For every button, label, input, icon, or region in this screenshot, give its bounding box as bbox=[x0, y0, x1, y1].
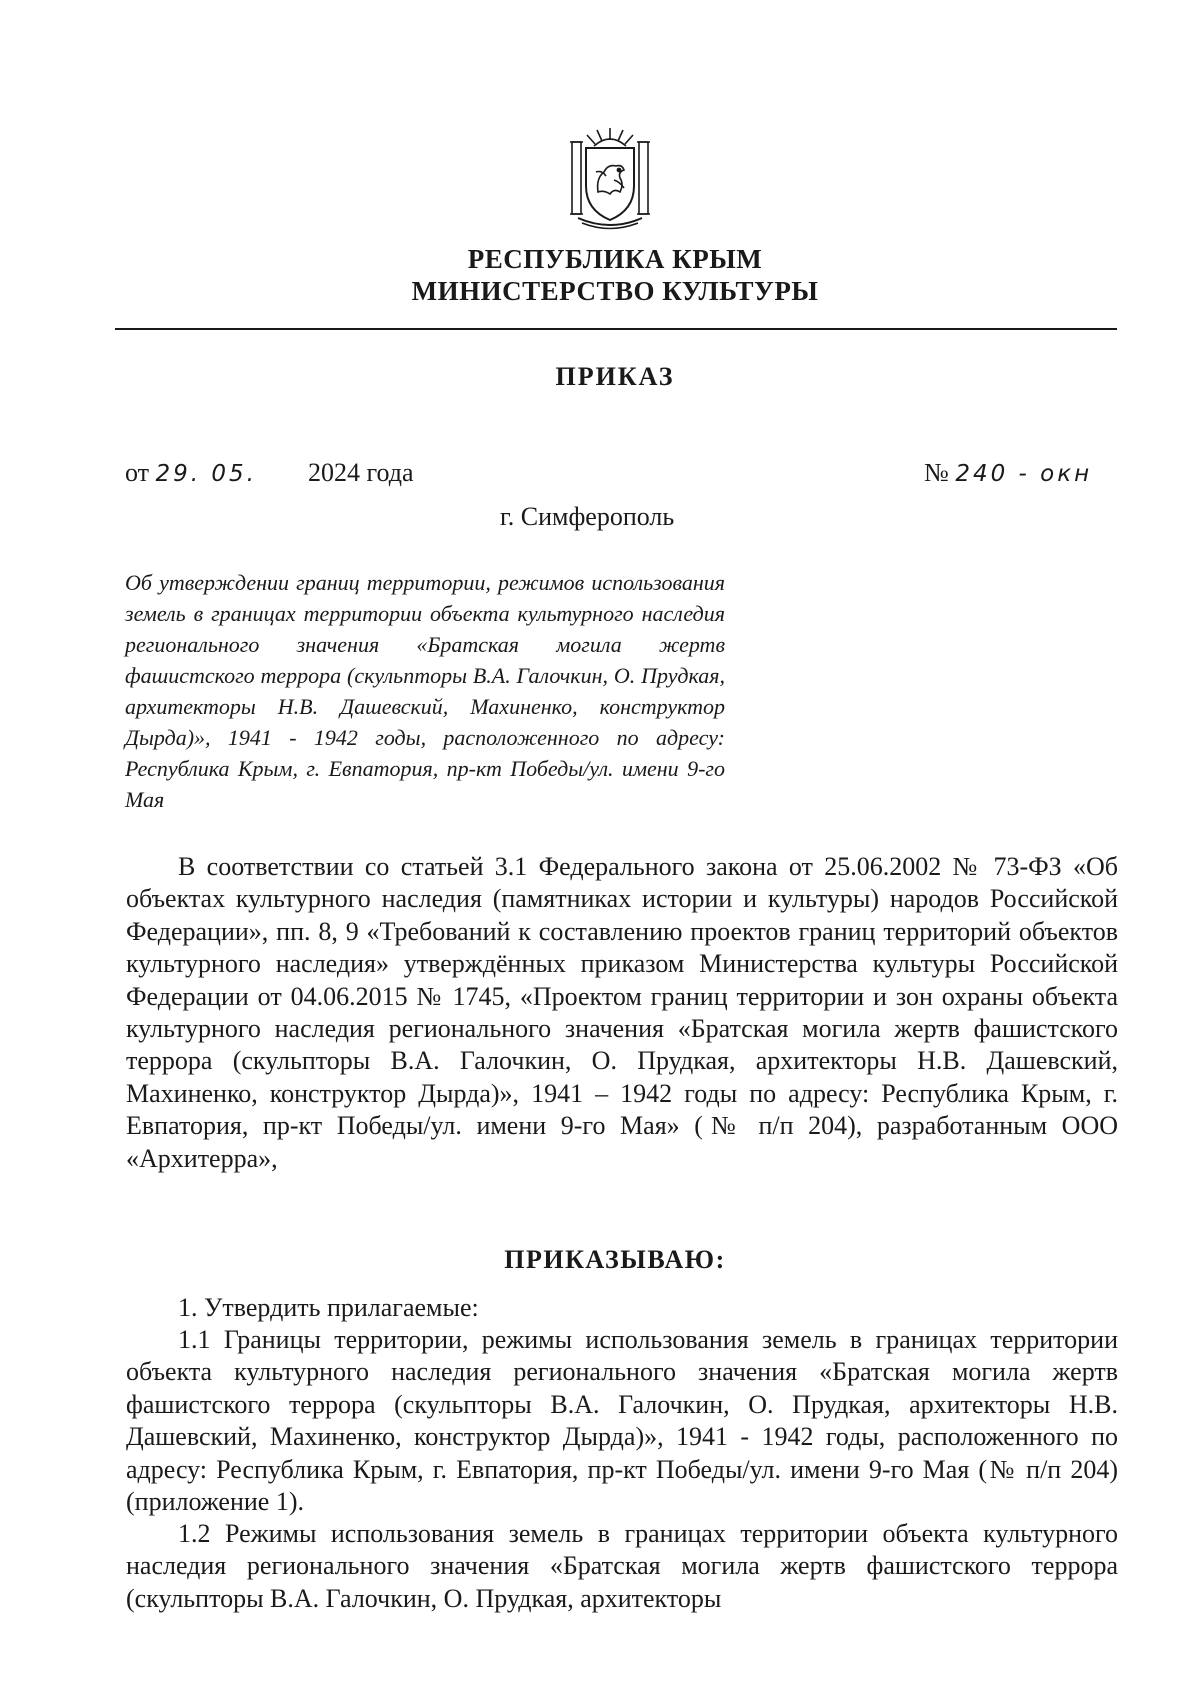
item-1-2: 1.2 Режимы использования земель в границах территории объекта культурного наследия регионального значения «Братская могила жертв фашистского террора (скульпторы В.А. Галочкин, О. Прудкая, архитекторы bbox=[126, 1519, 1118, 1613]
date-prefix: от bbox=[125, 458, 150, 487]
header-region: РЕСПУБЛИКА КРЫМ bbox=[467, 244, 763, 274]
item-1: 1. Утвердить прилагаемые: bbox=[178, 1293, 479, 1322]
decree-heading: ПРИКАЗЫВАЮ: bbox=[504, 1245, 726, 1274]
header-ministry: МИНИСТЕРСТВО КУЛЬТУРЫ bbox=[411, 276, 819, 306]
order-date bbox=[125, 458, 414, 488]
handwritten-date: 29. 05. bbox=[155, 461, 257, 487]
order-number bbox=[924, 458, 1092, 488]
city: г. Симферополь bbox=[500, 502, 675, 531]
crimea-coat-of-arms-icon bbox=[562, 120, 658, 230]
item-1-1: 1.1 Границы территории, режимы использования земель в границах территории объекта культурного наследия регионального значения «Братская могила жертв фашистского террора (скульпторы В.А. Галочкин, О. Прудкая, архитекторы Н.В. Дашевский, Махиненко, конструктор Дырда)», 1941 - 1942 годы, расположенного по адресу: Республика Крым, г. Евпатория, пр-кт Победы/ул. имени 9-го Мая (№ п/п 204) (приложение 1). bbox=[126, 1325, 1118, 1517]
order-subject: Об утверждении границ территории, режимов использования земель в границах территории объекта культурного наследия регионального значения «Братская могила жертв фашистского террора (скульпторы В.А. Галочкин, О. Прудкая, архитекторы Н.В. Дашевский, Махиненко, конструктор Дырда)», 1941 - 1942 годы, расположенного по адресу: Республика Крым, г. Евпатория, пр-кт Победы/ул. имени 9-го Мая bbox=[125, 570, 725, 812]
date-year: 2024 года bbox=[308, 458, 414, 487]
preamble-paragraph: В соответствии со статьей 3.1 Федерального закона от 25.06.2002 № 73-ФЗ «Об объектах культурного наследия (памятниках истории и культуры) народов Российской Федерации», пп. 8, 9 «Требований к составлению проектов границ территорий объектов культурного наследия» утверждённых приказом Министерства культуры Российской Федерации от 04.06.2015 № 1745, «Проектом границ территории и зон охраны объекта культурного наследия регионального значения «Братская могила жертв фашистского террора (скульпторы В.А. Галочкин, О. Прудкая, архитекторы Н.В. Дашевский, Махиненко, конструктор Дырда)», 1941 – 1942 годы по адресу: Республика Крым, г. Евпатория, пр-кт Победы/ул. имени 9-го Мая» (№ п/п 204), разработанным ООО «Архитерра», bbox=[126, 852, 1118, 1173]
order-title: ПРИКАЗ bbox=[555, 362, 675, 391]
handwritten-number: 240 - окн bbox=[955, 461, 1093, 487]
number-sign: № bbox=[924, 458, 949, 487]
header-divider bbox=[115, 328, 1117, 330]
